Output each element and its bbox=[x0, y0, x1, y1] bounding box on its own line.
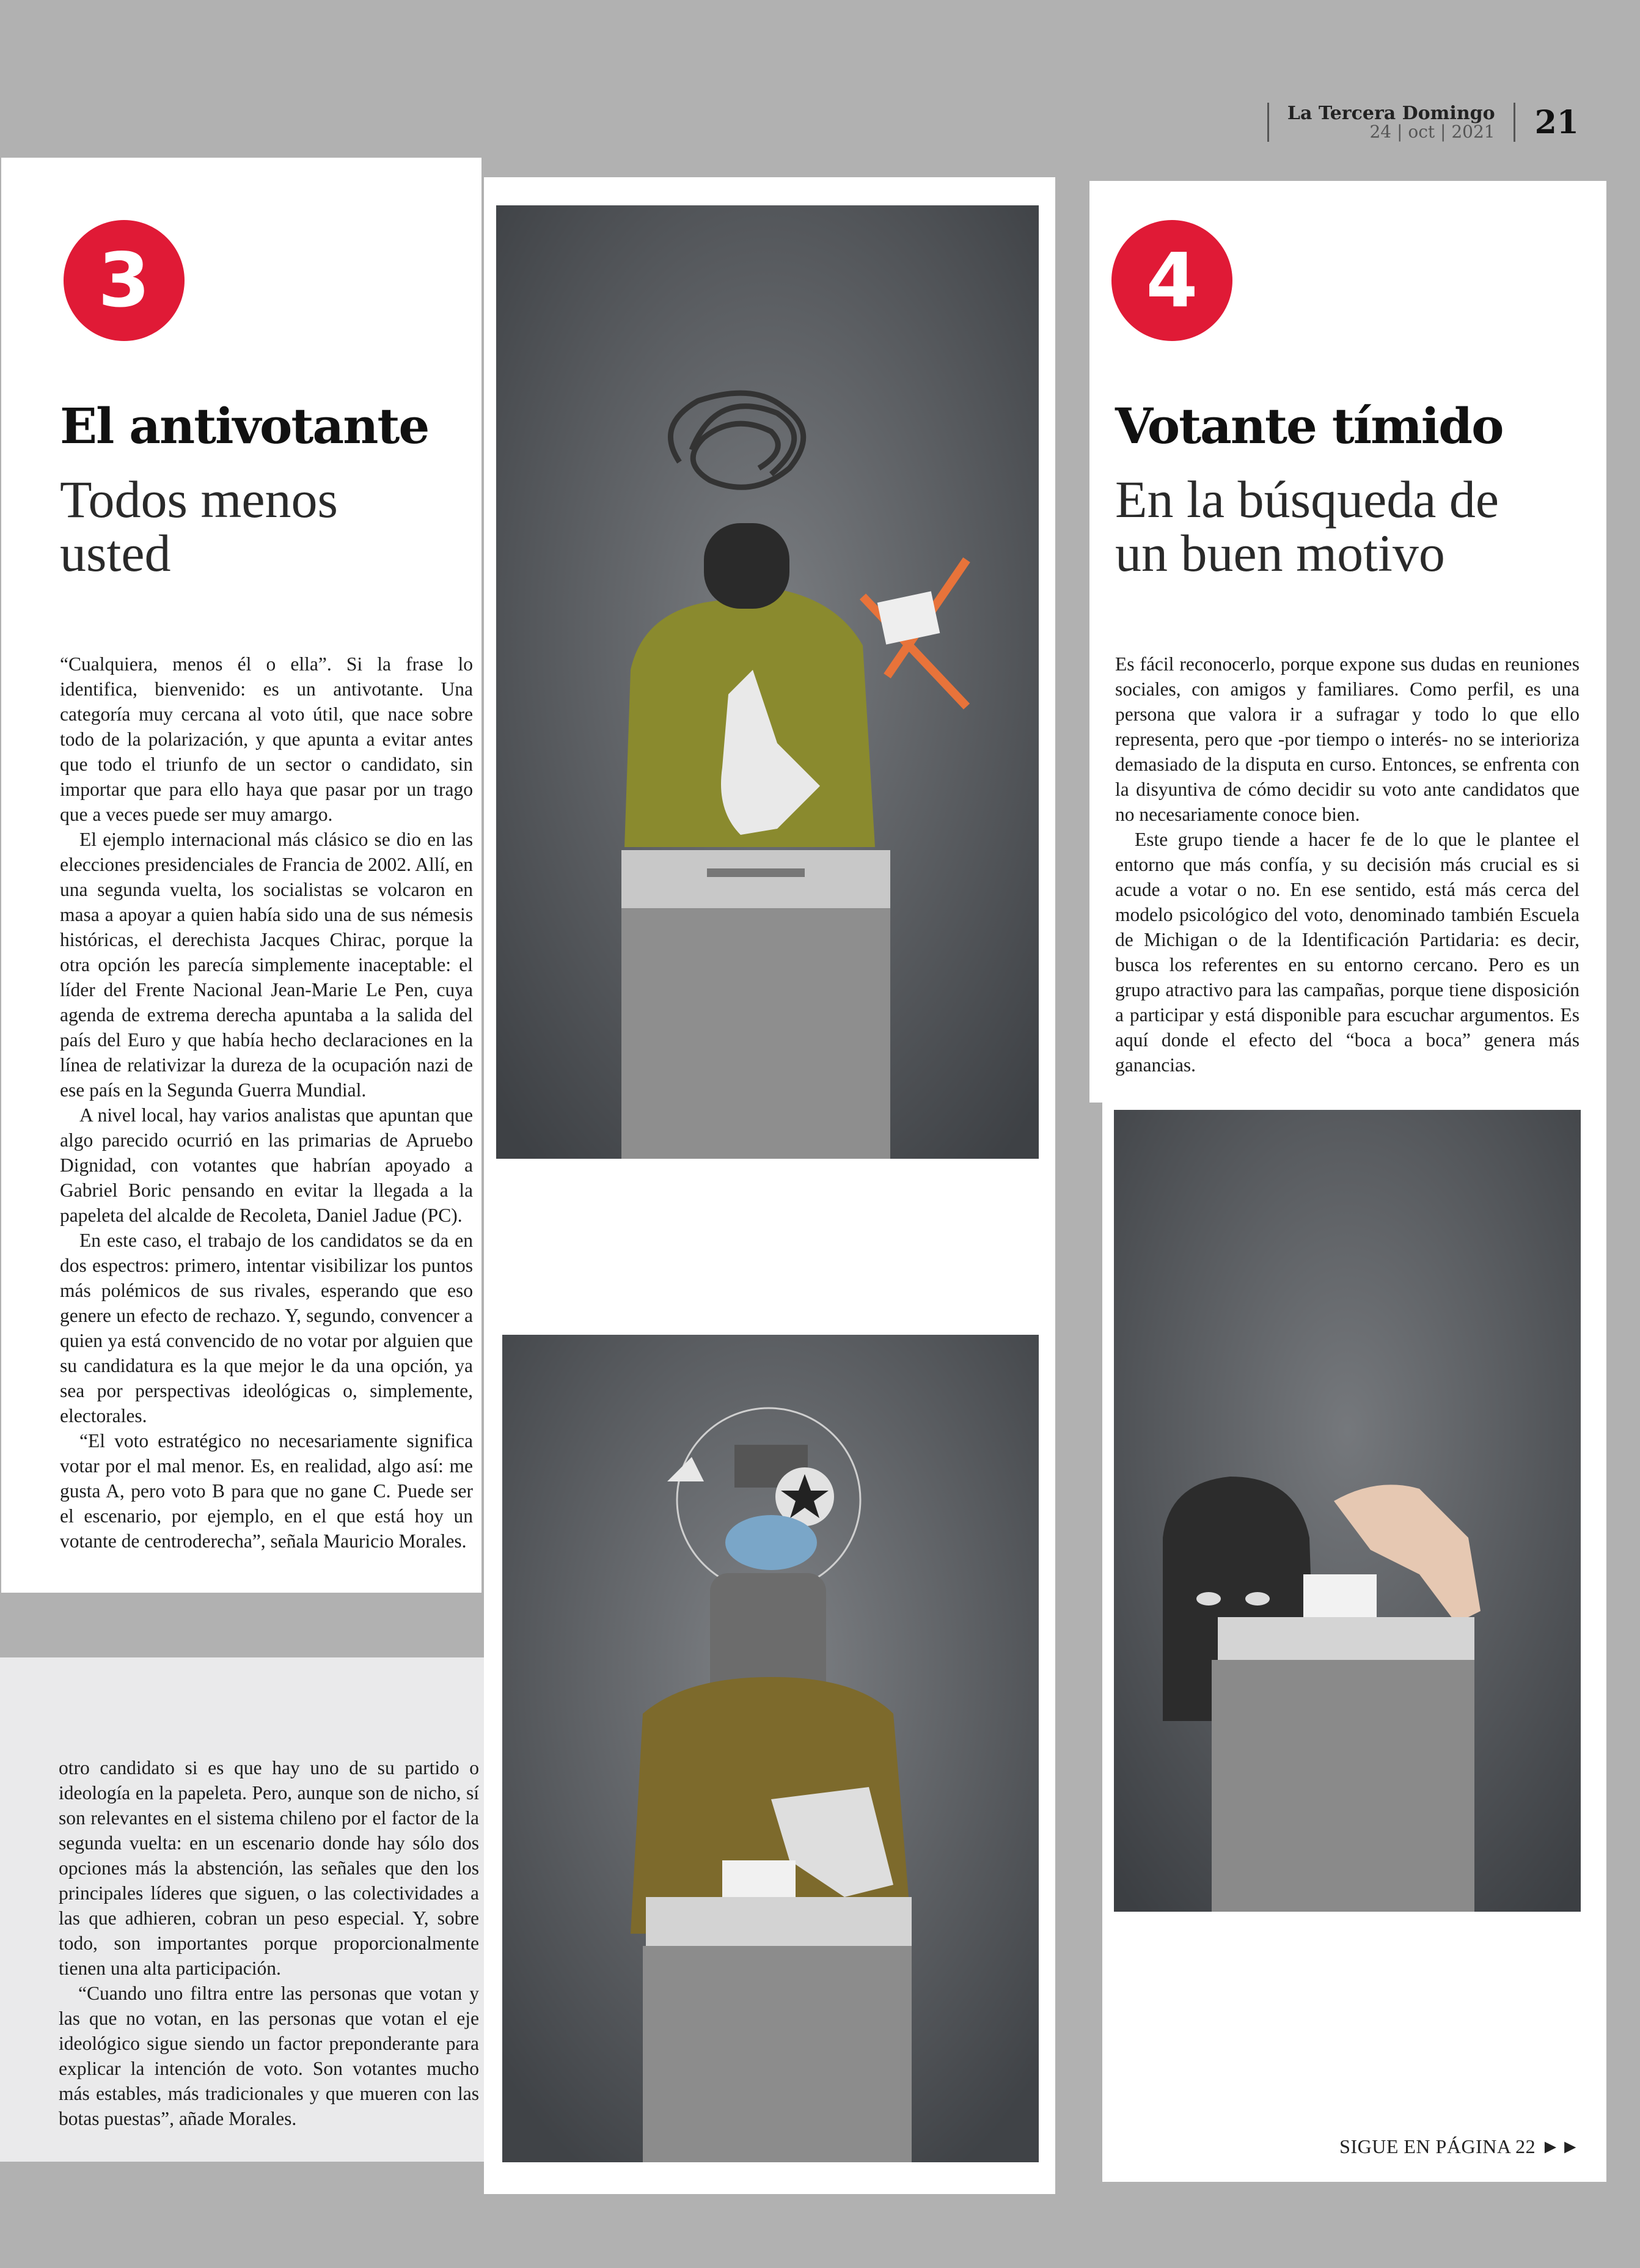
eye-right bbox=[1245, 1592, 1270, 1606]
illustration-timido bbox=[1114, 1110, 1581, 1912]
section-kicker: El antivotante bbox=[60, 397, 429, 455]
ballot-box-lid bbox=[621, 850, 890, 911]
dek-line: En la búsqueda de bbox=[1115, 470, 1499, 529]
section-kicker: Votante tímido bbox=[1115, 397, 1503, 455]
article-body bbox=[60, 651, 473, 1554]
section-number-badge: 3 bbox=[64, 220, 185, 341]
paragraph: “Cuando uno filtra entre las personas que votan y las que no votan, en las personas que votan el eje ideológico sigue siendo un factor preponderante para explicar la intención de voto. Son votantes mucho más estables, más tradicionales y que mueren con las botas puestas”, añade Morales. bbox=[59, 1983, 479, 2129]
continuation-panel bbox=[0, 1657, 489, 2162]
illustration-antivotante bbox=[496, 205, 1039, 1159]
paragraph: otro candidato si es que hay uno de su partido o ideología en la papeleta. Pero, aunque son de nicho, sí son relevantes en el sistema chileno por el factor de la segunda vuelta: en un escenario donde hay sólo dos opciones más la abstención, las señales que den los principales líderes que siguen, o las colectividades a las que adhieren, cobran un peso especial. Y, sobre todo, son importantes porque proporcionalmente tienen una alta participación. bbox=[59, 1757, 479, 1979]
strategic-artwork bbox=[502, 1335, 1039, 2162]
eye-left bbox=[1196, 1592, 1221, 1606]
publication-info bbox=[1269, 104, 1514, 141]
paragraph: “El voto estratégico no necesariamente significa votar por el mal menor. Es, en realidad, algo así: me gusta A, pero voto B para que no gane C. Puede ser el escenario, por ejemplo, en el que está hoy un votante de centroderecha”, señala Mauricio Morales. bbox=[60, 1430, 473, 1552]
dek-line: un buen motivo bbox=[1115, 524, 1445, 582]
illustration-strategic bbox=[502, 1335, 1039, 2162]
paragraph: Es fácil reconocerlo, porque expone sus dudas en reuniones sociales, con amigos y familiares. Como perfil, es una persona que valora ir a sufragar y todo lo que ello representa, pero que -por tiempo o interés- no se interioriza demasiado de la disputa en curso. Entonces, se enfrenta con la disyuntiva de cómo decidir su voto ante candidatos que no necesariamente conoce bien. bbox=[1115, 653, 1580, 825]
ballot-box-lid bbox=[646, 1897, 912, 1949]
section-dek bbox=[60, 472, 338, 580]
paragraph: Este grupo tiende a hacer fe de lo que le plantee el entorno que más confía, y su decisión más crucial es si acude a votar o no. En ese sentido, está más cerca del modelo psicológico del voto, denominado también Escuela de Michigan o de la Identificación Partidaria: es decir, busca los referentes en su entorno cercano. Pero es un grupo atractivo para las campañas, porque tiene disposición a participar y está disponible para escuchar argumentos. Es aquí donde el efecto del “boca a boca” genera más ganancias. bbox=[1115, 829, 1580, 1076]
brain-icon bbox=[725, 1515, 817, 1570]
section-3-panel bbox=[1, 158, 481, 1593]
dek-line: Todos menos bbox=[60, 470, 339, 529]
head-shape bbox=[704, 523, 789, 609]
ballot-box-lid bbox=[1218, 1617, 1474, 1666]
paragraph: A nivel local, hay varios analistas que apuntan que algo parecido ocurrió en las primarias de Apruebo Dignidad, con votantes que habrían apoyado a Gabriel Boric pensando en evitar la llegada a la papeleta del alcalde de Recoleta, Daniel Jadue (PC). bbox=[60, 1104, 473, 1226]
publication-name: La Tercera Domingo bbox=[1287, 102, 1495, 124]
antivotante-artwork bbox=[496, 205, 1039, 1159]
timido-artwork bbox=[1114, 1110, 1581, 1912]
dek-line: usted bbox=[60, 524, 171, 582]
ballot-box-body bbox=[621, 908, 890, 1159]
page-number: 21 bbox=[1534, 103, 1579, 141]
continue-on-page[interactable]: SIGUE EN PÁGINA 22 ►► bbox=[1339, 2135, 1580, 2157]
section-4-panel bbox=[1089, 181, 1606, 1103]
ballot-slot bbox=[707, 868, 805, 877]
page-header bbox=[1267, 101, 1579, 144]
publication-date: 24 | oct | 2021 bbox=[1369, 122, 1495, 142]
section-dek bbox=[1115, 472, 1499, 580]
ballot-box-body bbox=[1212, 1660, 1474, 1912]
article-body bbox=[1115, 651, 1580, 1077]
continuation-body bbox=[59, 1755, 479, 2131]
paragraph: El ejemplo internacional más clásico se dio en las elecciones presidenciales de Francia de 2002. Allí, en una segunda vuelta, los socialistas se volcaron en masa a apoyar a quien había sido una de sus némesis históricas, el derechista Jacques Chirac, porque la otra opción les parecía simplemente inaceptable: el líder del Frente Nacional Jean-Marie Le Pen, cuya agenda de extrema derecha apuntaba a la salida del país del Euro y que había hecho declaraciones en la línea de relativizar la dureza de la ocupación nazi de ese país en la Segunda Guerra Mundial. bbox=[60, 829, 473, 1101]
paragraph: En este caso, el trabajo de los candidatos se da en dos espectros: primero, intentar visibilizar los puntos más polémicos de sus rivales, esperando que eso genere un efecto de rechazo. Y, segundo, convencer a quien ya está convencido de no votar por alguien que su candidatura es la que mejor le da una opción, ya sea por perspectivas ideológicas o, simplemente, electorales. bbox=[60, 1230, 473, 1426]
ballot-box-body bbox=[643, 1946, 912, 2162]
paragraph: “Cualquiera, menos él o ella”. Si la frase lo identifica, bienvenido: es un antivotante. Una categoría muy cercana al voto útil, que nace sobre todo de la polarización, y que apunta a evitar antes que todo el triunfo de un sector o candidato, sin importar que para ello haya que pasar por un trago que a veces puede ser muy amargo. bbox=[60, 653, 473, 825]
section-number-badge: 4 bbox=[1111, 220, 1232, 341]
